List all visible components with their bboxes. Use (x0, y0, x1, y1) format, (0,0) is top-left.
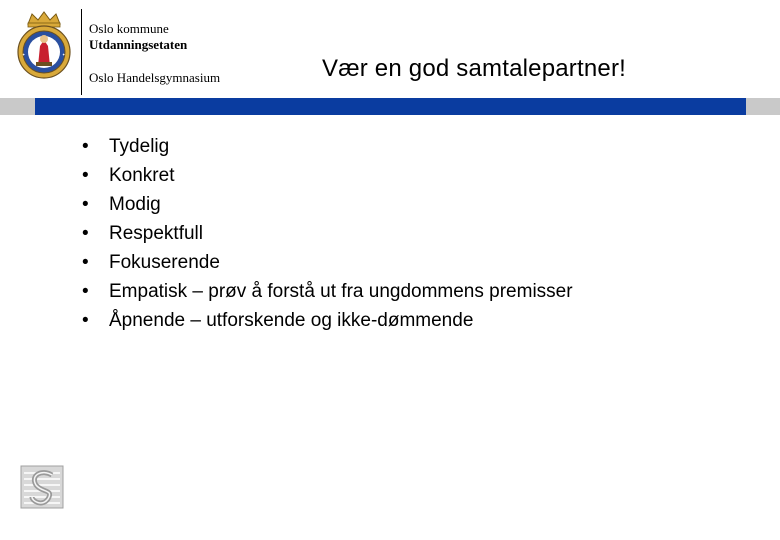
bullet-icon: • (82, 194, 89, 215)
list-item: • Konkret (82, 161, 573, 190)
school-name: Oslo Handelsgymnasium (89, 70, 221, 85)
bullet-icon: • (82, 281, 89, 302)
bullet-list (82, 132, 573, 335)
bullet-icon: • (82, 136, 89, 157)
list-item: • Respektfull (82, 219, 573, 248)
org-line-2: Utdanningsetaten (89, 37, 188, 52)
svg-text:✦: ✦ (22, 52, 26, 57)
slide-title: Vær en god samtalepartner! (322, 55, 627, 82)
org-line-1: Oslo kommune (89, 21, 169, 36)
header-bar-left-accent (0, 98, 35, 115)
list-item: • Fokuserende (82, 248, 573, 277)
school-logo-icon (20, 465, 64, 509)
oslo-seal-icon (14, 10, 74, 80)
header-bar (0, 98, 746, 115)
bullet-icon: • (82, 252, 89, 273)
svg-text:✦: ✦ (62, 52, 66, 57)
organization-name (89, 21, 187, 53)
bullet-icon: • (82, 310, 89, 331)
header-divider (81, 9, 82, 95)
list-item: • Åpnende – utforskende og ikke-dømmende (82, 306, 573, 335)
list-item: • Empatisk – prøv å forstå ut fra ungdommens premisser (82, 277, 573, 306)
header-bar-right-accent (746, 98, 780, 115)
bullet-icon: • (82, 165, 89, 186)
list-item: • Tydelig (82, 132, 573, 161)
list-item: • Modig (82, 190, 573, 219)
bullet-icon: • (82, 223, 89, 244)
